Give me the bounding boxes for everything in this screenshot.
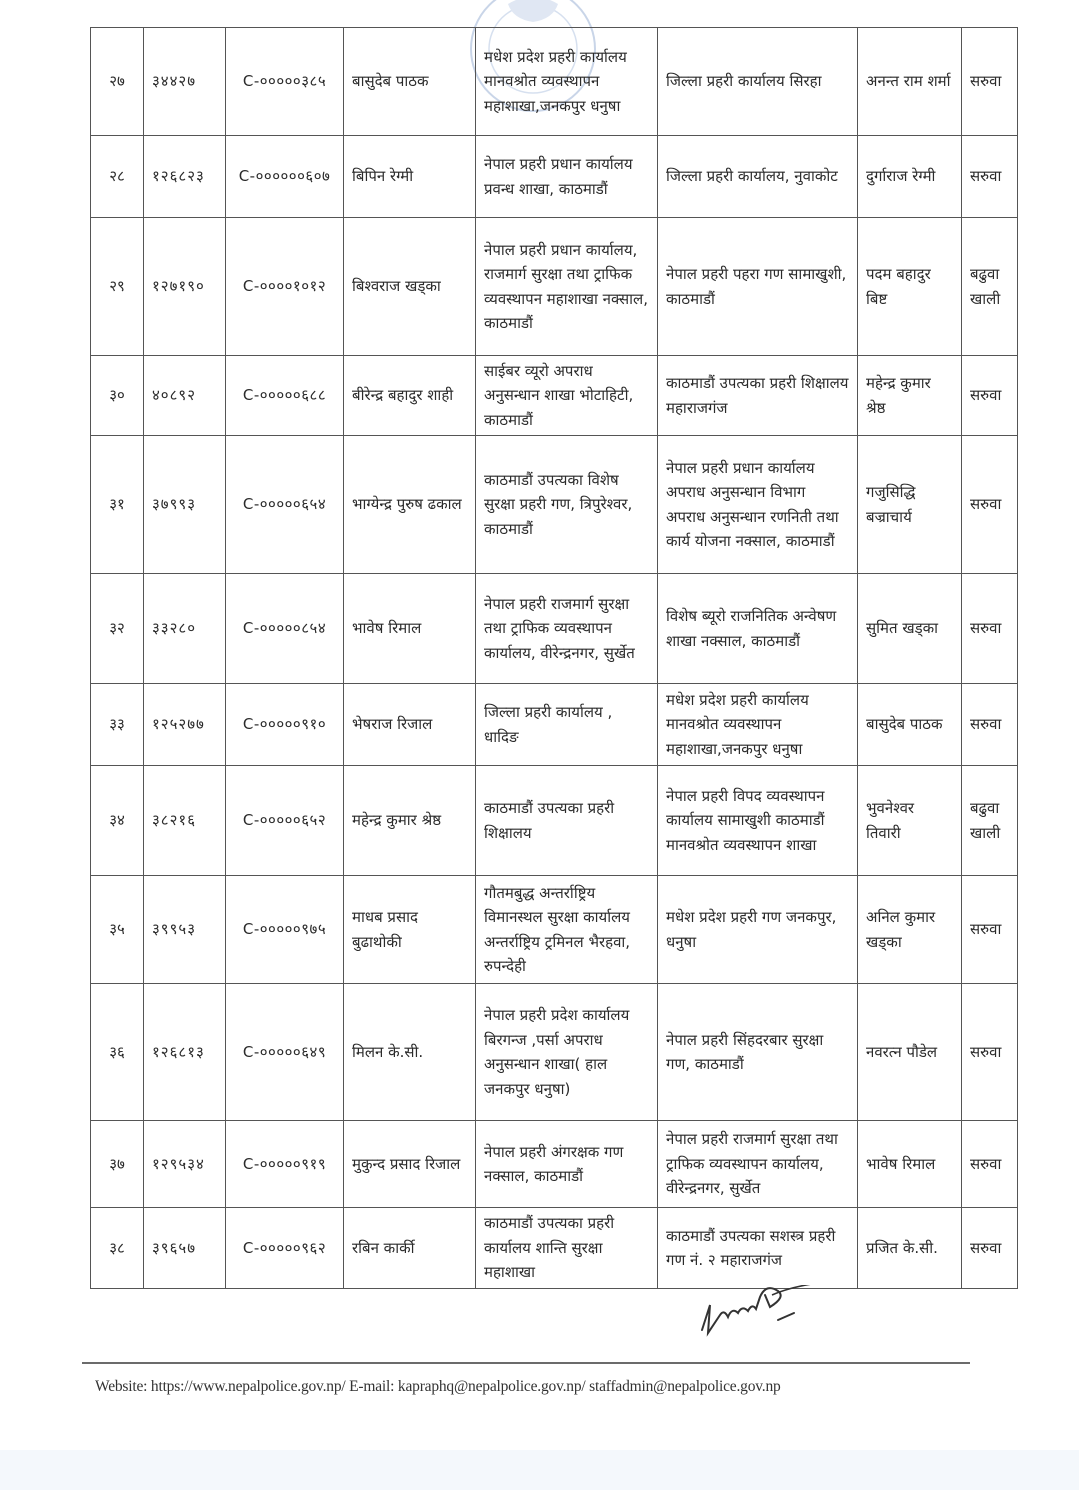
replacement-cell: प्रजित के.सी. (858, 1208, 962, 1289)
current-office-cell: नेपाल प्रहरी प्रधान कार्यालय प्रवन्ध शाखा, काठमाडौं (476, 136, 658, 218)
transfer-type-cell: सरुवा (962, 356, 1018, 436)
employee-id-cell: ३४४२७ (144, 28, 226, 136)
replacement-cell: अनन्त राम शर्मा (858, 28, 962, 136)
transfer-office-cell: जिल्ला प्रहरी कार्यालय, नुवाकोट (658, 136, 858, 218)
table-row (91, 356, 1018, 436)
table-row (91, 984, 1018, 1121)
code-number-cell: C-०००००६८८ (226, 356, 344, 436)
transfer-type-cell: सरुवा (962, 984, 1018, 1121)
employee-id-cell: ३७९९३ (144, 436, 226, 574)
transfer-office-cell: मधेश प्रदेश प्रहरी कार्यालय मानवश्रोत व्यवस्थापन महाशाखा,जनकपुर धनुषा (658, 684, 858, 766)
replacement-cell: बासुदेब पाठक (858, 684, 962, 766)
signature (690, 1285, 830, 1345)
table-row (91, 684, 1018, 766)
replacement-cell: दुर्गाराज रेग्मी (858, 136, 962, 218)
transfer-office-cell: नेपाल प्रहरी प्रधान कार्यालय अपराध अनुसन्धान विभाग अपराध अनुसन्धान रणनिती तथा कार्य योजना नक्साल, काठमाडौं (658, 436, 858, 574)
table-row (91, 766, 1018, 876)
current-office-cell: मधेश प्रदेश प्रहरी कार्यालय मानवश्रोत व्यवस्थापन महाशाखा,जनकपुर धनुषा (476, 28, 658, 136)
table-row (91, 1121, 1018, 1208)
serial-number-cell: ३८ (91, 1208, 144, 1289)
serial-number-cell: ३७ (91, 1121, 144, 1208)
name-cell: मिलन के.सी. (344, 984, 476, 1121)
transfer-type-cell: बढुवा खाली (962, 218, 1018, 356)
transfer-office-cell: नेपाल प्रहरी विपद व्यवस्थापन कार्यालय सामाखुशी काठमाडौं मानवश्रोत व्यवस्थापन शाखा (658, 766, 858, 876)
current-office-cell: काठमाडौं उपत्यका प्रहरी कार्यालय शान्ति सुरक्षा महाशाखा (476, 1208, 658, 1289)
employee-id-cell: ३८२१६ (144, 766, 226, 876)
name-cell: महेन्द्र कुमार श्रेष्ठ (344, 766, 476, 876)
page-bottom-band (0, 1450, 1079, 1490)
serial-number-cell: ३६ (91, 984, 144, 1121)
transfer-office-cell: काठमाडौं उपत्यका सशस्त्र प्रहरी गण नं. २ महाराजगंज (658, 1208, 858, 1289)
serial-number-cell: ३३ (91, 684, 144, 766)
employee-id-cell: १२९५३४ (144, 1121, 226, 1208)
table-row (91, 28, 1018, 136)
transfer-office-cell: काठमाडौं उपत्यका प्रहरी शिक्षालय महाराजगंज (658, 356, 858, 436)
name-cell: भाग्येन्द्र पुरुष ढकाल (344, 436, 476, 574)
transfer-type-cell: सरुवा (962, 436, 1018, 574)
code-number-cell: C-०००००३८५ (226, 28, 344, 136)
current-office-cell: गौतमबुद्ध अन्तर्राष्ट्रिय विमानस्थल सुरक्षा कार्यालय अन्तर्राष्ट्रिय ट्रमिनल भैरहवा, रुपन्देही (476, 876, 658, 984)
transfer-type-cell: सरुवा (962, 684, 1018, 766)
current-office-cell: नेपाल प्रहरी प्रदेश कार्यालय बिरगन्ज ,पर्सा अपराध अनुसन्धान शाखा( हाल जनकपुर धनुषा) (476, 984, 658, 1121)
code-number-cell: C-०००००९१९ (226, 1121, 344, 1208)
serial-number-cell: ३२ (91, 574, 144, 684)
name-cell: माधब प्रसाद बुढाथोकी (344, 876, 476, 984)
serial-number-cell: ३४ (91, 766, 144, 876)
employee-id-cell: १२६८२३ (144, 136, 226, 218)
footer-divider (82, 1362, 970, 1364)
current-office-cell: नेपाल प्रहरी अंगरक्षक गण नक्साल, काठमाडौं (476, 1121, 658, 1208)
transfer-office-cell: नेपाल प्रहरी पहरा गण सामाखुशी, काठमाडौं (658, 218, 858, 356)
code-number-cell: C-०००००९६२ (226, 1208, 344, 1289)
footer-contact: Website: https://www.nepalpolice.gov.np/ E-mail: kapraphq@nepalpolice.gov.np/ staffadmin@nepalpolice.gov.np (95, 1378, 781, 1395)
transfer-type-cell: बढुवा खाली (962, 766, 1018, 876)
code-number-cell: C-०००००६५२ (226, 766, 344, 876)
employee-id-cell: ३९६५७ (144, 1208, 226, 1289)
name-cell: बिपिन रेग्मी (344, 136, 476, 218)
replacement-cell: नवरत्न पौडेल (858, 984, 962, 1121)
current-office-cell: नेपाल प्रहरी राजमार्ग सुरक्षा तथा ट्राफिक व्यवस्थापन कार्यालय, वीरेन्द्रनगर, सुर्खेत (476, 574, 658, 684)
table-row (91, 136, 1018, 218)
transfer-table (90, 27, 1018, 1289)
serial-number-cell: २८ (91, 136, 144, 218)
name-cell: बासुदेब पाठक (344, 28, 476, 136)
table-row (91, 574, 1018, 684)
code-number-cell: C-००००००६०७ (226, 136, 344, 218)
transfer-type-cell: सरुवा (962, 876, 1018, 984)
transfer-office-cell: विशेष ब्यूरो राजनितिक अन्वेषण शाखा नक्साल, काठमाडौं (658, 574, 858, 684)
code-number-cell: C-०००००९१० (226, 684, 344, 766)
serial-number-cell: २७ (91, 28, 144, 136)
serial-number-cell: ३० (91, 356, 144, 436)
current-office-cell: नेपाल प्रहरी प्रधान कार्यालय, राजमार्ग सुरक्षा तथा ट्राफिक व्यवस्थापन महाशाखा नक्साल, काठमाडौं (476, 218, 658, 356)
replacement-cell: महेन्द्र कुमार श्रेष्ठ (858, 356, 962, 436)
transfer-office-cell: नेपाल प्रहरी सिंहदरबार सुरक्षा गण, काठमाडौं (658, 984, 858, 1121)
serial-number-cell: २९ (91, 218, 144, 356)
replacement-cell: भुवनेश्वर तिवारी (858, 766, 962, 876)
employee-id-cell: १२६८१३ (144, 984, 226, 1121)
replacement-cell: पदम बहादुर बिष्ट (858, 218, 962, 356)
code-number-cell: C-०००००८५४ (226, 574, 344, 684)
code-number-cell: C-०००००६४९ (226, 984, 344, 1121)
serial-number-cell: ३१ (91, 436, 144, 574)
employee-id-cell: १२५२७७ (144, 684, 226, 766)
current-office-cell: साईबर व्यूरो अपराध अनुसन्धान शाखा भोटाहिटी, काठमाडौं (476, 356, 658, 436)
table-row (91, 218, 1018, 356)
replacement-cell: सुमित खड्का (858, 574, 962, 684)
code-number-cell: C-०००००६५४ (226, 436, 344, 574)
table-row (91, 436, 1018, 574)
name-cell: मुकुन्द प्रसाद रिजाल (344, 1121, 476, 1208)
replacement-cell: भावेष रिमाल (858, 1121, 962, 1208)
transfer-type-cell: सरुवा (962, 1208, 1018, 1289)
name-cell: भेषराज रिजाल (344, 684, 476, 766)
current-office-cell: काठमाडौं उपत्यका विशेष सुरक्षा प्रहरी गण, त्रिपुरेश्वर, काठमाडौं (476, 436, 658, 574)
name-cell: भावेष रिमाल (344, 574, 476, 684)
transfer-type-cell: सरुवा (962, 1121, 1018, 1208)
transfer-type-cell: सरुवा (962, 136, 1018, 218)
name-cell: रबिन कार्की (344, 1208, 476, 1289)
transfer-type-cell: सरुवा (962, 574, 1018, 684)
table-row (91, 1208, 1018, 1289)
transfer-type-cell: सरुवा (962, 28, 1018, 136)
employee-id-cell: ४०८९२ (144, 356, 226, 436)
employee-id-cell: ३३२८० (144, 574, 226, 684)
employee-id-cell: १२७१९० (144, 218, 226, 356)
code-number-cell: C-०००००९७५ (226, 876, 344, 984)
transfer-office-cell: जिल्ला प्रहरी कार्यालय सिरहा (658, 28, 858, 136)
serial-number-cell: ३५ (91, 876, 144, 984)
table-row (91, 876, 1018, 984)
name-cell: बीरेन्द्र बहादुर शाही (344, 356, 476, 436)
current-office-cell: काठमाडौं उपत्यका प्रहरी शिक्षालय (476, 766, 658, 876)
replacement-cell: गजुसिद्धि बज्राचार्य (858, 436, 962, 574)
transfer-office-cell: नेपाल प्रहरी राजमार्ग सुरक्षा तथा ट्राफिक व्यवस्थापन कार्यालय, वीरेन्द्रनगर, सुर्खेत (658, 1121, 858, 1208)
code-number-cell: C-००००१०१२ (226, 218, 344, 356)
name-cell: बिश्वराज खड्का (344, 218, 476, 356)
employee-id-cell: ३९९५३ (144, 876, 226, 984)
replacement-cell: अनिल कुमार खड्का (858, 876, 962, 984)
current-office-cell: जिल्ला प्रहरी कार्यालय , धादिङ (476, 684, 658, 766)
transfer-office-cell: मधेश प्रदेश प्रहरी गण जनकपुर, धनुषा (658, 876, 858, 984)
